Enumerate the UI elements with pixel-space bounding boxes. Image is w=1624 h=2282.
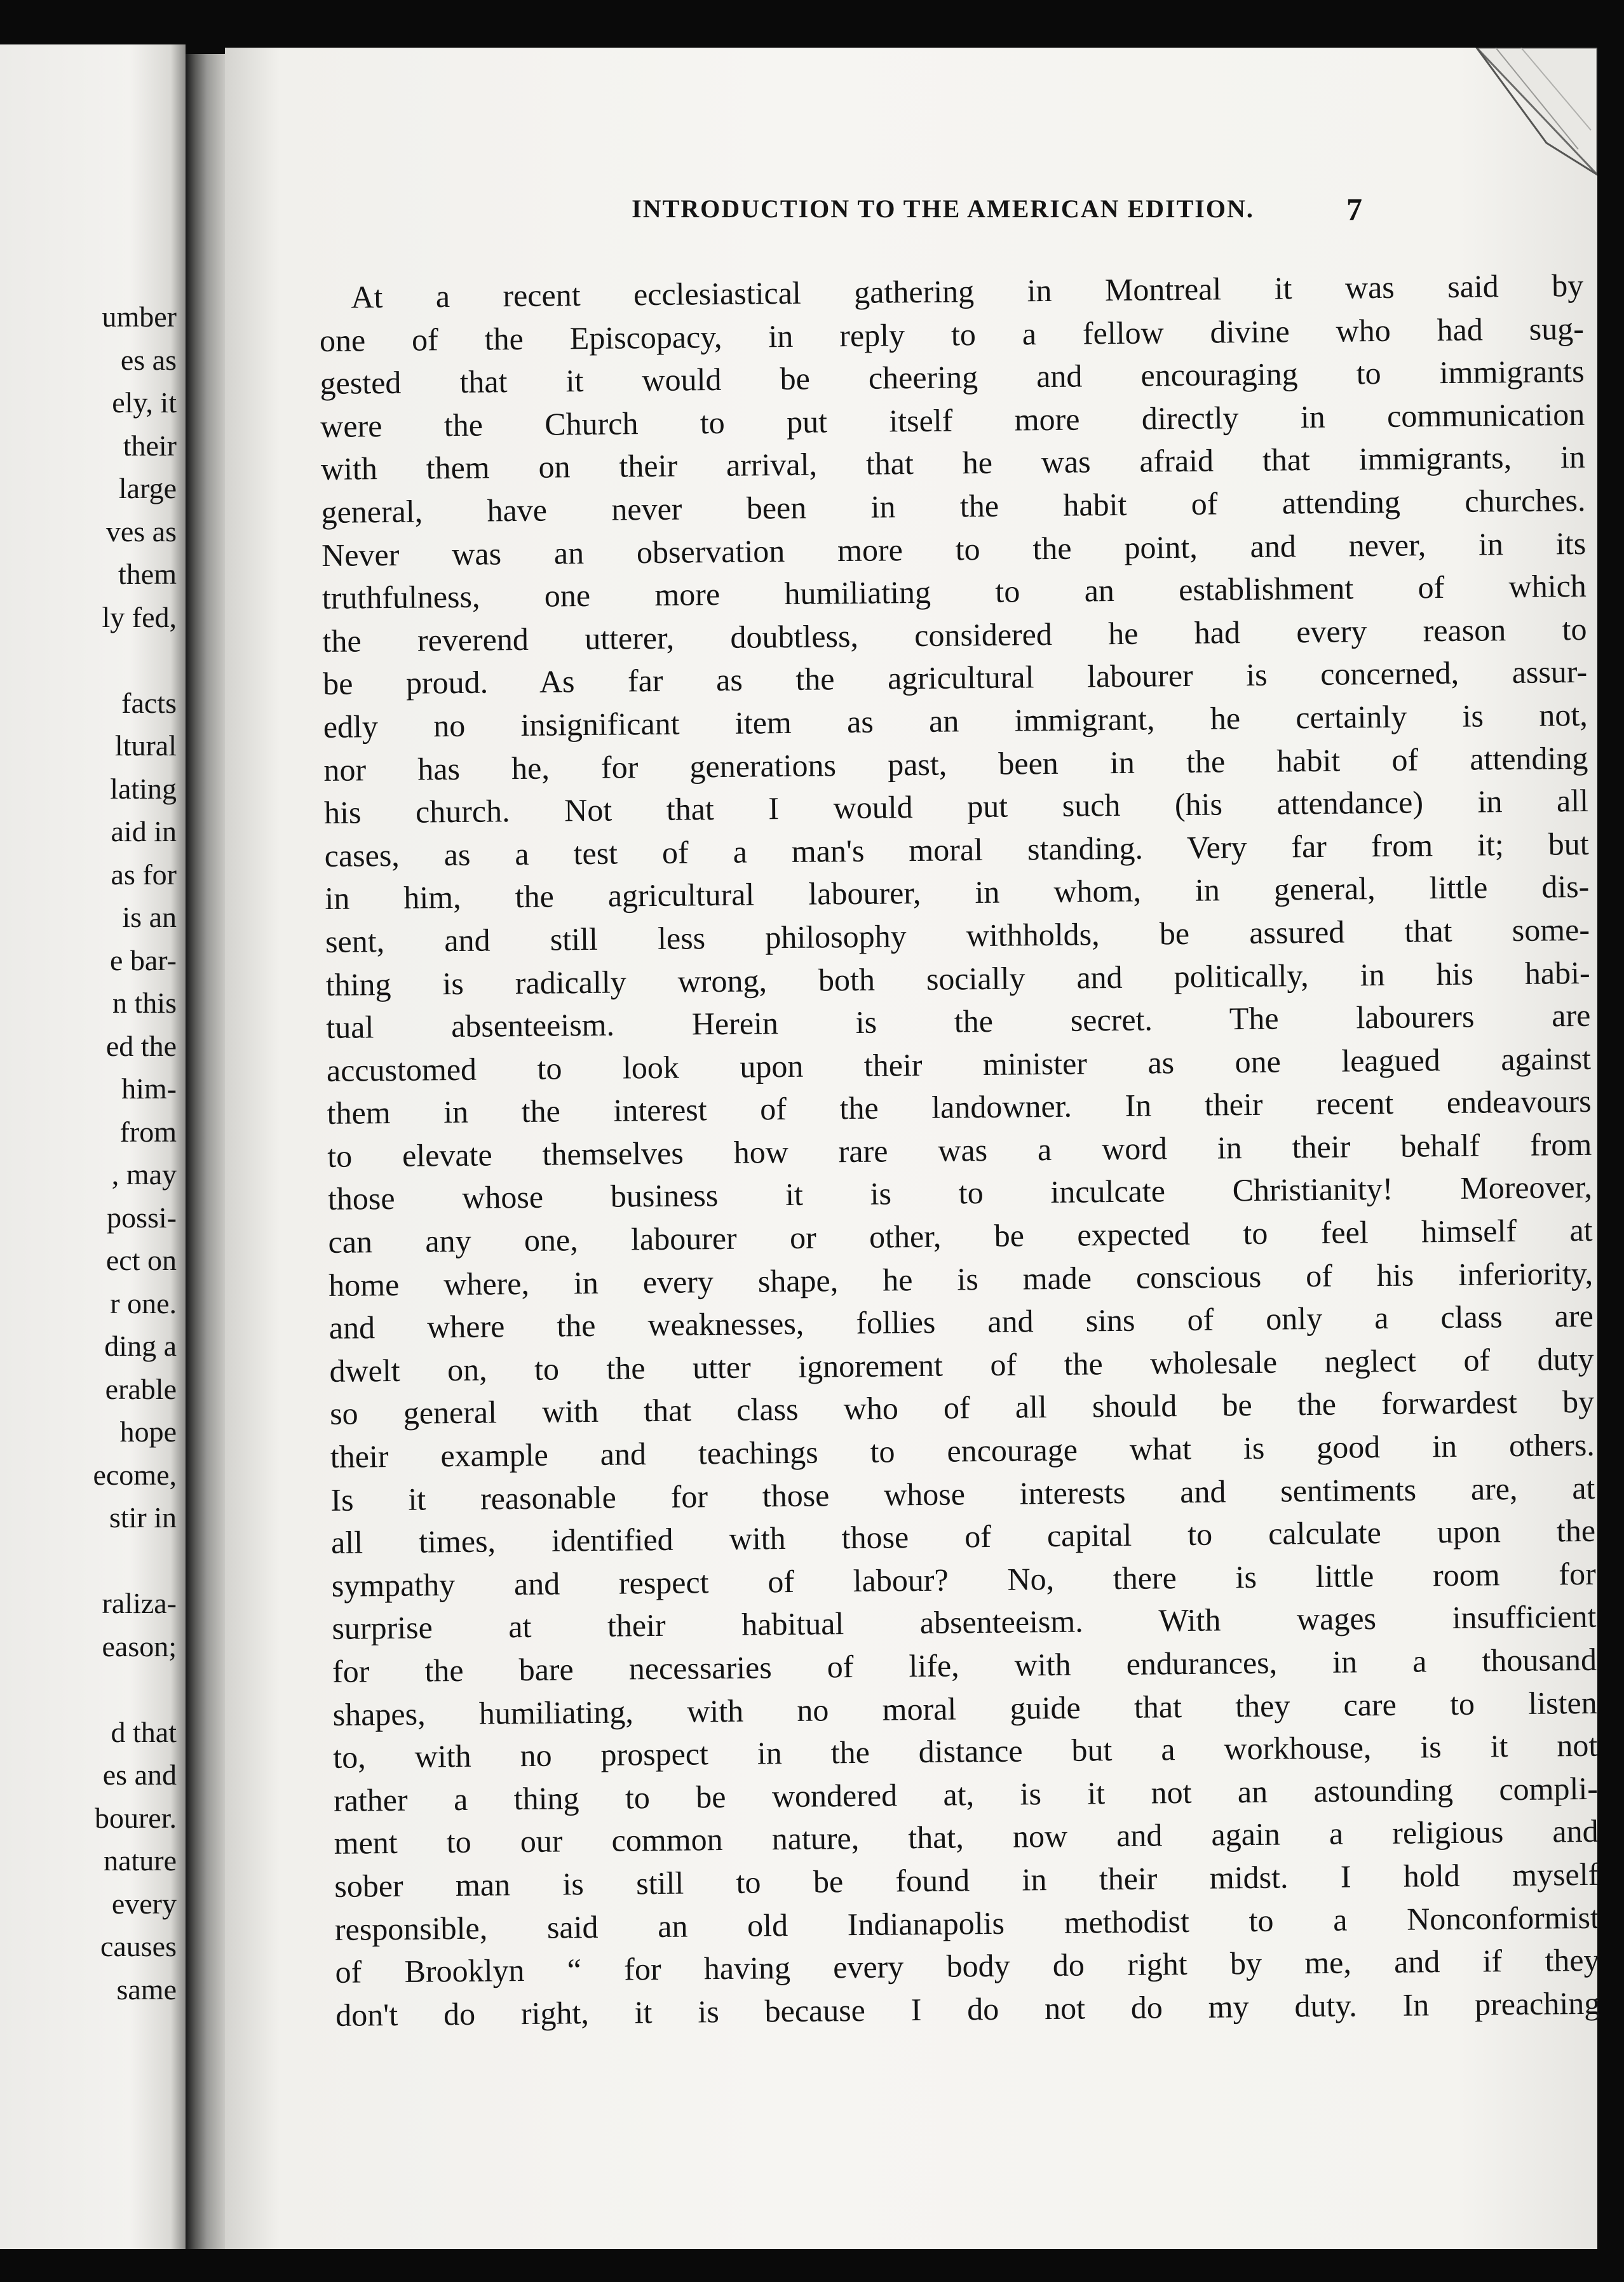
body-line: thing is radically wrong, both socially and politically, in his habi- [325, 954, 1590, 1003]
facing-page-line: every [111, 1887, 177, 1920]
body-line: gested that it would be cheering and encouraging to immigrants [320, 353, 1585, 402]
body-line: sober man is still to be found in their midst. I hold myself [334, 1856, 1599, 1904]
body-line: home where, in every shape, he is made conscious of his inferiority, [328, 1255, 1594, 1303]
facing-page-line: ely, it [112, 386, 177, 419]
folded-corner-icon [1451, 48, 1597, 194]
facing-page-line: large [118, 472, 177, 504]
facing-page-line: es and [102, 1759, 177, 1791]
facing-page-line-fragments [5, 295, 177, 2011]
facing-page-line: ltural [114, 729, 177, 762]
body-line: Never was an observation more to the point, and never, in its [321, 525, 1587, 573]
body-line: edly no insignificant item as an immigrant, he certainly is not, [323, 696, 1588, 745]
facing-page-line: facts [121, 686, 177, 719]
body-line: were the Church to put itself more directly in communication [320, 396, 1585, 444]
facing-page-line: ecome, [93, 1458, 177, 1491]
body-line: in him, the agricultural labourer, in whom, in general, little dis- [325, 868, 1590, 917]
facing-page-line: ed the [105, 1029, 177, 1062]
body-line: to, with no prospect in the distance but a workhouse, is it not [333, 1727, 1598, 1776]
facing-page-line: him- [121, 1072, 177, 1105]
facing-page-line: , may [111, 1158, 177, 1191]
facing-page-line: same [116, 1973, 177, 2006]
body-line: the reverend utterer, doubtless, considered he had every reason to [322, 611, 1587, 659]
facing-page-line [5, 638, 177, 682]
facing-page-line: causes [100, 1930, 177, 1962]
body-line: Is it reasonable for those whose interests and sentiments are, at [330, 1469, 1595, 1518]
body-line: ment to our common nature, that, now and again a religious and [334, 1813, 1599, 1861]
facing-page-line [5, 1668, 177, 1711]
facing-page-line: stir in [109, 1501, 177, 1534]
facing-page-line: their [123, 429, 177, 462]
facing-page-line: possi- [107, 1201, 177, 1234]
facing-page-line: bourer. [94, 1801, 177, 1834]
body-line: surprise at their habitual absenteeism. With wages insufficient [332, 1598, 1597, 1647]
facing-page-line: is an [122, 901, 177, 933]
body-line: of Brooklyn “ for having every body do right by me, and if they [335, 1941, 1600, 1990]
facing-page-line: eason; [102, 1630, 177, 1663]
body-line: sympathy and respect of labour? No, there is little room for [331, 1555, 1596, 1603]
facing-page-line: d that [111, 1715, 177, 1748]
facing-page-line: r one. [110, 1286, 177, 1320]
facing-page-left [0, 44, 186, 2249]
body-line: responsible, said an old Indianapolis methodist to a Nonconformist [334, 1899, 1600, 1947]
body-line: with them on their arrival, that he was afraid that immigrants, in [320, 439, 1586, 487]
facing-page-line: lating [110, 772, 177, 805]
facing-page-line [5, 1539, 177, 1583]
facing-page-line: from [119, 1115, 177, 1148]
facing-page-line: es as [120, 343, 177, 376]
facing-page-line: ding a [104, 1330, 177, 1362]
body-line: nor has he, for generations past, been in the habit of attending [323, 739, 1588, 788]
body-line: dwelt on, to the utter ignorement of the wholesale neglect of duty [329, 1340, 1594, 1389]
facing-page-line: aid in [111, 815, 177, 847]
page-number: 7 [1346, 191, 1362, 227]
body-line: his church. Not that I would put such (his attendance) in all [323, 782, 1589, 831]
running-head: INTRODUCTION TO THE AMERICAN EDITION. [632, 194, 1254, 223]
facing-page-line: ect on [105, 1244, 177, 1276]
facing-page-line: e bar- [109, 943, 177, 976]
body-line: sent, and still less philosophy withholds, be assured that some- [325, 911, 1590, 959]
body-line: so general with that class who of all should be the forwardest by [329, 1384, 1595, 1432]
body-line: At a recent ecclesiastical gathering in Montreal it was said by [351, 267, 1584, 315]
body-line: for the bare necessaries of life, with endurances, in a thousand [332, 1641, 1597, 1689]
body-line: general, have never been in the habit of attending churches. [321, 482, 1586, 530]
facing-page-line: umber [102, 300, 177, 333]
body-line: truthfulness, one more humiliating to an establishment of which [321, 568, 1587, 616]
body-line: all times, identified with those of capital to calculate upon the [330, 1513, 1596, 1561]
facing-page-line: nature [104, 1844, 177, 1877]
body-line: one of the Episcopacy, in reply to a fellow divine who had sug- [319, 310, 1585, 358]
body-line: to elevate themselves how rare was a word in their behalf from [327, 1126, 1592, 1174]
facing-page-line: hope [119, 1415, 177, 1448]
body-line: shapes, humiliating, with no moral guide that they care to listen [332, 1684, 1597, 1732]
body-line: be proud. As far as the agricultural labourer is concerned, assur- [322, 654, 1588, 702]
body-line: tual absenteeism. Herein is the secret. The labourers are [326, 997, 1591, 1046]
body-line: rather a thing to be wondered at, is it not an astounding compli- [333, 1770, 1599, 1818]
body-line: those whose business it is to inculcate Christianity! Moreover, [327, 1169, 1593, 1217]
body-line: cases, as a test of a man's moral standing. Very far from it; but [324, 825, 1589, 874]
book-gutter [186, 54, 225, 2249]
body-line: them in the interest of the landowner. In their recent endeavours [327, 1083, 1592, 1131]
facing-page-line: ves as [105, 515, 177, 548]
facing-page-line: n this [112, 987, 177, 1019]
facing-page-line: them [118, 558, 177, 590]
body-line: accustomed to look upon their minister as one leagued against [326, 1040, 1592, 1088]
facing-page-line: ly fed, [102, 600, 177, 633]
body-line: can any one, labourer or other, be expected to feel himself at [328, 1212, 1593, 1260]
body-line: and where the weaknesses, follies and sins of only a class are [328, 1298, 1594, 1346]
book-page [225, 48, 1600, 2249]
body-line: their example and teachings to encourage what is good in others. [330, 1426, 1595, 1475]
facing-page-line: erable [105, 1372, 177, 1405]
body-text [319, 264, 1600, 2037]
facing-page-line: raliza- [102, 1587, 177, 1619]
facing-page-line: as for [111, 858, 177, 891]
body-line: don't do right, it is because I do not do my duty. In preaching [335, 1985, 1600, 2033]
